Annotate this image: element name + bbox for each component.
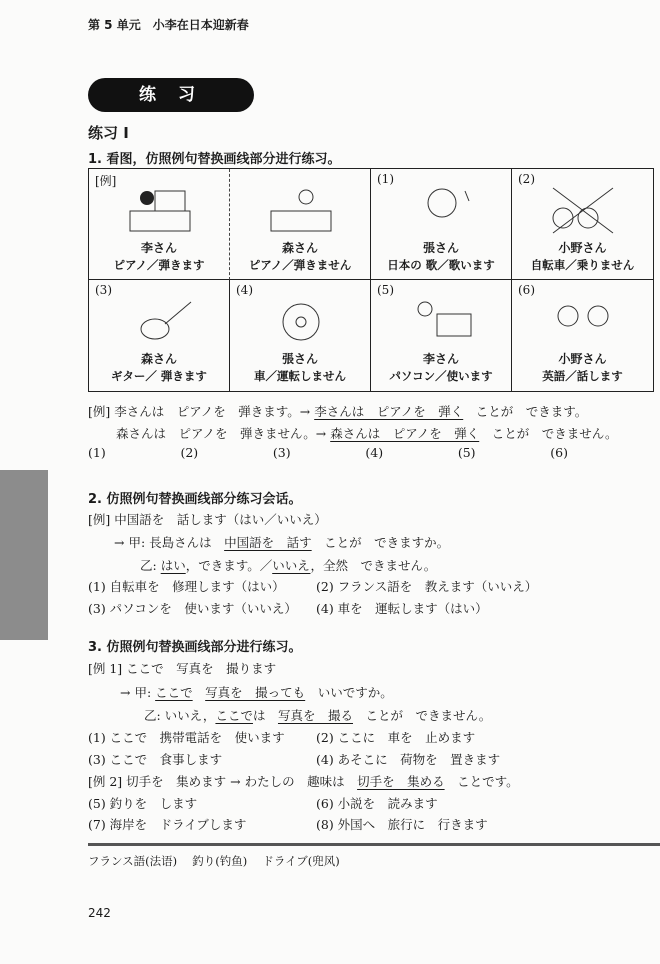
cell-action: ピアノ／弾きます (113, 258, 205, 272)
text: いいですか。 (305, 685, 393, 700)
cell-action: ギター／ 弾きます (111, 369, 207, 383)
item-number: (5) (457, 445, 476, 460)
item-number: (2) (180, 445, 199, 460)
text: 乙: いいえ， (144, 708, 216, 723)
ex2-item: (1) 自転車を 修理します（はい） (88, 579, 285, 594)
illustration-piano-icon (266, 183, 336, 235)
underlined-text: いいえ (272, 558, 311, 573)
underlined-text: 写真を 撮る (277, 708, 353, 723)
cell-name: 森さん (140, 352, 177, 366)
illustration-piano-icon (125, 183, 195, 235)
text: → 甲: (120, 685, 156, 700)
ex3-item: (8) 外国へ 旅行に 行きます (316, 817, 488, 832)
cell-label: [例] (95, 174, 117, 188)
underlined-text: 写真を 撮っても (205, 685, 306, 700)
grid-cell (89, 280, 230, 391)
unit-header: 第 5 单元 小李在日本迎新春 (88, 18, 249, 32)
ex2-example: [例] 中国語を 話します（はい／いいえ） (88, 512, 327, 527)
illustration-guitar-icon (125, 294, 195, 346)
text: ，全然 できません。 (310, 558, 437, 573)
cell-name: 小野さん (558, 241, 607, 255)
footer-divider (88, 843, 660, 846)
cell-name: 張さん (422, 241, 459, 255)
text (193, 685, 206, 700)
ex3-item: (5) 釣りを します (88, 796, 198, 811)
item-number: (1) (88, 445, 106, 460)
ex2-item: (2) フランス語を 教えます（いいえ） (316, 579, 538, 594)
text: 乙: (140, 558, 161, 573)
item-number: (3) (272, 445, 291, 460)
ex1-example-a (88, 402, 587, 420)
text: 森さんは ピアノを 弾きません。→ (116, 426, 331, 441)
ex3-item: (4) あそこに 荷物を 置きます (316, 752, 501, 767)
cell-label: (4) (236, 283, 253, 297)
item-number: (4) (365, 445, 384, 460)
picture-grid (88, 168, 654, 392)
cell-label: (5) (377, 283, 394, 297)
ex3-example1-a (120, 683, 393, 701)
ex2-example-b (140, 556, 436, 574)
ex3-item: (3) ここで 食事します (88, 752, 223, 767)
grid-cell (230, 280, 371, 391)
text: [例 2] 切手を 集めます → わたしの 趣味は (88, 774, 358, 789)
illustration-car-icon (266, 294, 336, 346)
text: 李さんは ピアノを 弾きます。→ (114, 404, 315, 419)
text: ，できます。／ (185, 558, 273, 573)
underlined-text: ここで (215, 708, 253, 723)
cell-name: 張さん (281, 352, 318, 366)
cell-name: 小野さん (558, 352, 607, 366)
underlined-text: 切手を 集める (357, 774, 445, 789)
section-title: 练习 I (88, 124, 129, 142)
ex3-item: (7) 海岸を ドライブします (88, 817, 247, 832)
text: → 甲: 長島さんは (114, 535, 225, 550)
cell-action: 自転車／乗りません (530, 258, 635, 272)
ex3-example2 (88, 772, 519, 790)
cell-action: 英語／話します (542, 369, 623, 383)
ex1-example-b (116, 424, 617, 442)
cell-action: 日本の 歌／歌います (387, 258, 495, 272)
grid-cell (512, 280, 653, 391)
cell-name: 森さん (281, 241, 318, 255)
cell-label: (1) (377, 172, 394, 186)
ex3-item: (2) ここに 車を 止めます (316, 730, 476, 745)
example-label: [例] (88, 404, 111, 419)
text: は (252, 708, 278, 723)
page-number: 242 (88, 906, 111, 920)
ex3-example1-b (144, 706, 491, 724)
ex2-instruction: 2. 仿照例句替换画线部分练习会话。 (88, 492, 302, 507)
grid-cell (230, 169, 371, 280)
ex1-instruction: 1. 看图，仿照例句替换画线部分进行练习。 (88, 152, 341, 167)
cell-action: ピアノ／弾きません (248, 258, 352, 272)
exercise-banner: 练 习 (88, 78, 254, 112)
ex2-item: (3) パソコンを 使います（いいえ） (88, 601, 297, 616)
text: ことが できません。 (352, 708, 492, 723)
ex3-instruction: 3. 仿照例句替换画线部分进行练习。 (88, 640, 302, 655)
underlined-text: 森さんは ピアノを 弾く (330, 426, 480, 441)
grid-cell (371, 280, 512, 391)
underlined-text: 中国語を 話す (224, 535, 312, 550)
grid-cell (371, 169, 512, 280)
side-tab (0, 470, 48, 640)
item-number: (6) (550, 445, 568, 460)
cell-action: パソコン／使います (389, 369, 493, 383)
cell-label: (6) (518, 283, 535, 297)
text: ことが できます。 (463, 404, 588, 419)
underlined-text: ここで (155, 685, 193, 700)
ex3-item: (6) 小説を 読みます (316, 796, 438, 811)
grid-cell (89, 169, 230, 280)
cell-label: (2) (518, 172, 535, 186)
cell-name: 李さん (422, 352, 459, 366)
ex1-numbers (88, 445, 568, 460)
ex3-item: (1) ここで 携帯電話を 使います (88, 730, 285, 745)
text: ことです。 (444, 774, 519, 789)
cell-label: (3) (95, 283, 112, 297)
ex2-item: (4) 車を 運転します（はい） (316, 601, 488, 616)
cell-name: 李さん (140, 241, 177, 255)
cell-action: 車／運転しません (254, 369, 346, 383)
illustration-talking-icon (548, 294, 618, 346)
underlined-text: 李さんは ピアノを 弾く (314, 404, 464, 419)
illustration-bicycle-icon (548, 183, 618, 235)
grid-cell (512, 169, 653, 280)
underlined-text: はい (160, 558, 186, 573)
vocabulary-note: フランス語(法语) 釣り(钓鱼) ドライブ(兜风) (88, 854, 340, 868)
text: ことが できますか。 (311, 535, 450, 550)
illustration-singing-icon (407, 183, 477, 235)
text: ことが できません。 (479, 426, 618, 441)
illustration-computer-icon (407, 294, 477, 346)
ex2-example-a (114, 533, 449, 551)
ex3-example1: [例 1] ここで 写真を 撮ります (88, 661, 277, 676)
